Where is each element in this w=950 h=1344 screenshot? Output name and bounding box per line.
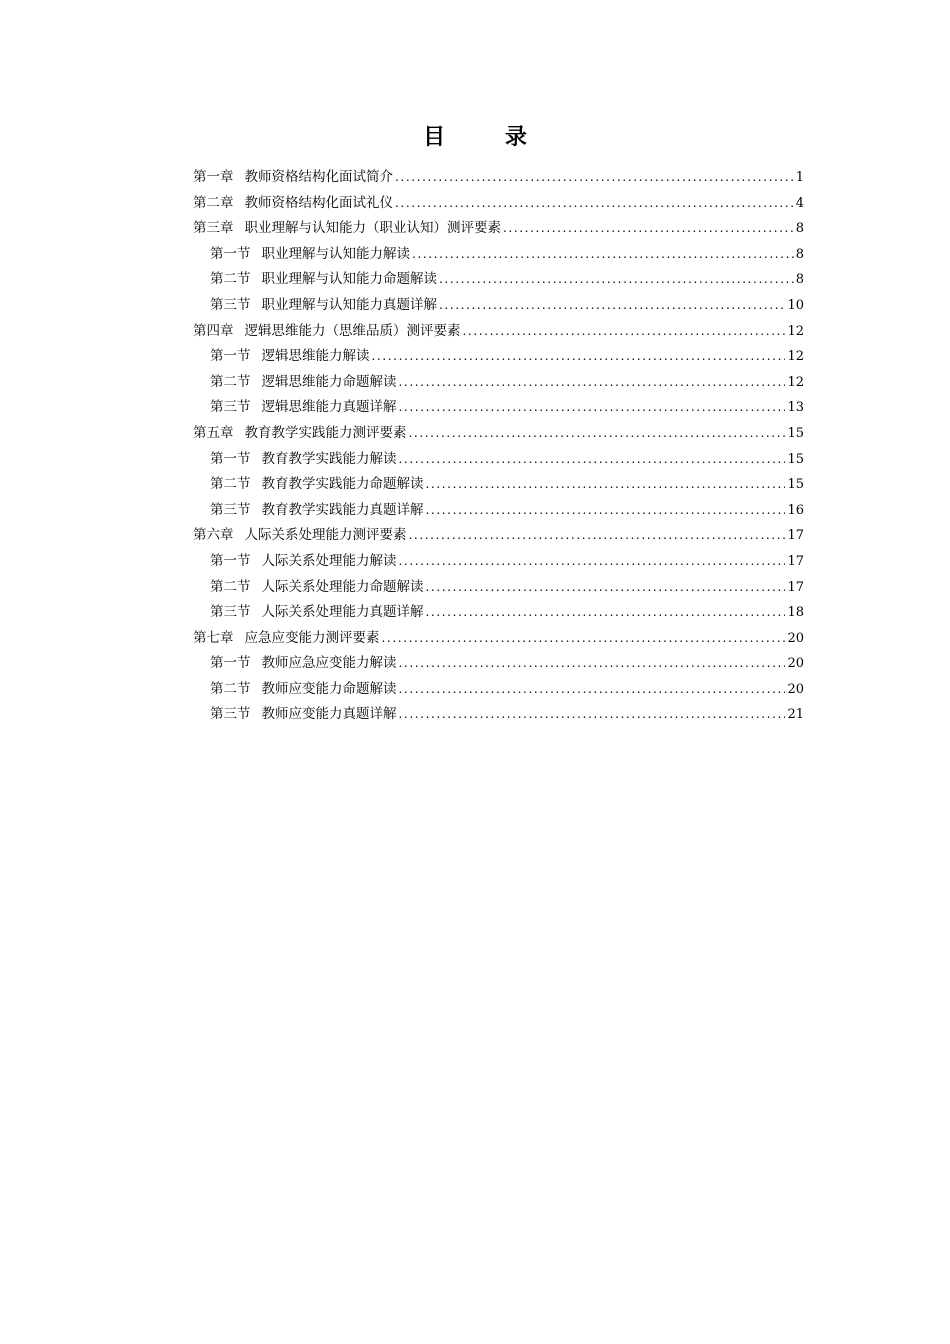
- toc-page-number: 8: [795, 221, 804, 237]
- toc-entry-number: 第二节: [210, 476, 251, 493]
- toc-entry-title: 逻辑思维能力真题详解: [261, 399, 397, 416]
- toc-entry-number: 第二节: [210, 271, 251, 288]
- toc-entry[interactable]: [193, 498, 804, 524]
- toc-dot-leader: [439, 267, 794, 293]
- toc-dot-leader: [382, 626, 786, 652]
- toc-entry-title: 人际关系处理能力命题解读: [261, 578, 424, 595]
- toc-entry-title: 逻辑思维能力命题解读: [261, 373, 397, 390]
- toc-dot-leader: [399, 549, 786, 575]
- toc-entry-number: 第一节: [210, 348, 251, 365]
- toc-dot-leader: [409, 523, 786, 549]
- toc-entry-number: 第一节: [210, 655, 251, 672]
- toc-page-number: 12: [787, 323, 804, 339]
- toc-page-number: 18: [787, 605, 804, 621]
- toc-entry[interactable]: [193, 165, 804, 191]
- toc-page-number: 15: [787, 425, 804, 441]
- toc-dot-leader: [399, 651, 786, 677]
- toc-dot-leader: [399, 370, 786, 396]
- toc-title: 目 录: [423, 124, 553, 150]
- toc-entry-number: 第三章: [193, 220, 234, 237]
- toc-dot-leader: [463, 319, 786, 345]
- toc-entry-number: 第三节: [210, 296, 251, 313]
- toc-page-number: 20: [787, 630, 804, 646]
- toc-entry-number: 第三节: [210, 706, 251, 723]
- toc-entry[interactable]: [193, 395, 804, 421]
- toc-entry[interactable]: [193, 549, 804, 575]
- toc-page-number: 10: [787, 297, 804, 313]
- toc-dot-leader: [395, 191, 794, 217]
- toc-entry[interactable]: [193, 421, 804, 447]
- toc-entry-number: 第三节: [210, 399, 251, 416]
- toc-page-number: 4: [795, 195, 804, 211]
- toc-page-number: 15: [787, 477, 804, 493]
- toc-dot-leader: [399, 702, 786, 728]
- toc-entry-title: 教育教学实践能力真题详解: [261, 501, 424, 518]
- toc-dot-leader: [426, 472, 786, 498]
- toc-entry-number: 第六章: [193, 527, 234, 544]
- toc-entry[interactable]: [193, 293, 804, 319]
- toc-entry-number: 第二节: [210, 680, 251, 697]
- toc-entry-title: 人际关系处理能力解读: [261, 552, 397, 569]
- toc-entry-number: 第二节: [210, 578, 251, 595]
- toc-entry[interactable]: [193, 191, 804, 217]
- toc-page-number: 13: [787, 400, 804, 416]
- toc-entry[interactable]: [193, 600, 804, 626]
- toc-dot-leader: [372, 344, 786, 370]
- toc-entry-number: 第五章: [193, 424, 234, 441]
- toc-entry[interactable]: [193, 702, 804, 728]
- toc-entry-title: 逻辑思维能力（思维品质）测评要素: [244, 322, 461, 339]
- toc-entry-title: 教育教学实践能力测评要素: [244, 424, 407, 441]
- toc-entry[interactable]: [193, 267, 804, 293]
- toc-page-number: 21: [787, 707, 804, 723]
- toc-entry[interactable]: [193, 344, 804, 370]
- toc-entry-title: 职业理解与认知能力命题解读: [261, 271, 437, 288]
- toc-entry-title: 逻辑思维能力解读: [261, 348, 370, 365]
- toc-entry[interactable]: [193, 575, 804, 601]
- toc-page-number: 20: [787, 681, 804, 697]
- toc-entry-number: 第一节: [210, 245, 251, 262]
- toc-entry-number: 第二节: [210, 373, 251, 390]
- toc-entry[interactable]: [193, 651, 804, 677]
- toc-page-number: 12: [787, 374, 804, 390]
- toc-dot-leader: [426, 498, 786, 524]
- toc-page-number: 1: [795, 170, 804, 185]
- toc-dot-leader: [412, 242, 794, 268]
- toc-page-number: 15: [787, 451, 804, 467]
- toc-entry[interactable]: [193, 216, 804, 242]
- toc-page-number: 17: [787, 528, 804, 544]
- toc-entry-title: 教师资格结构化面试礼仪: [244, 194, 393, 211]
- toc-entry-title: 职业理解与认知能力真题详解: [261, 296, 437, 313]
- toc-entry-number: 第二章: [193, 194, 234, 211]
- toc-entry-number: 第一章: [193, 169, 234, 185]
- toc-entry-title: 人际关系处理能力测评要素: [244, 527, 407, 544]
- toc-page-number: 20: [787, 656, 804, 672]
- toc-entry-title: 应急应变能力测评要素: [244, 629, 380, 646]
- toc-entry[interactable]: [193, 626, 804, 652]
- toc-dot-leader: [426, 575, 786, 601]
- toc-entry-number: 第三节: [210, 501, 251, 518]
- toc-dot-leader: [399, 447, 786, 473]
- toc-entry[interactable]: [193, 370, 804, 396]
- toc-entry-title: 人际关系处理能力真题详解: [261, 604, 424, 621]
- toc-page-number: 17: [787, 579, 804, 595]
- toc-dot-leader: [395, 165, 794, 191]
- toc-entry[interactable]: [193, 242, 804, 268]
- toc-page-number: 12: [787, 349, 804, 365]
- toc-entry-title: 教师应急应变能力解读: [261, 655, 397, 672]
- toc-entry-title: 教师资格结构化面试简介: [244, 169, 393, 185]
- toc-dot-leader: [409, 421, 786, 447]
- toc-list: [193, 165, 804, 728]
- toc-page-number: 8: [795, 272, 804, 288]
- toc-entry[interactable]: [193, 677, 804, 703]
- toc-entry-number: 第三节: [210, 604, 251, 621]
- toc-page-number: 8: [795, 246, 804, 262]
- toc-entry[interactable]: [193, 319, 804, 345]
- toc-entry-number: 第四章: [193, 322, 234, 339]
- toc-entry[interactable]: [193, 472, 804, 498]
- toc-dot-leader: [399, 677, 786, 703]
- toc-dot-leader: [439, 293, 785, 319]
- toc-entry-title: 教育教学实践能力解读: [261, 450, 397, 467]
- toc-entry-number: 第一节: [210, 552, 251, 569]
- toc-entry-number: 第七章: [193, 629, 234, 646]
- toc-entry-title: 职业理解与认知能力解读: [261, 245, 410, 262]
- toc-entry[interactable]: [193, 523, 804, 549]
- toc-entry-title: 教师应变能力命题解读: [261, 680, 397, 697]
- toc-page-number: 16: [787, 502, 804, 518]
- toc-entry-number: 第一节: [210, 450, 251, 467]
- toc-dot-leader: [503, 216, 794, 242]
- toc-dot-leader: [426, 600, 786, 626]
- toc-dot-leader: [399, 395, 786, 421]
- toc-entry-title: 职业理解与认知能力（职业认知）测评要素: [244, 220, 501, 237]
- toc-entry[interactable]: [193, 447, 804, 473]
- toc-page-number: 17: [787, 553, 804, 569]
- toc-entry-title: 教育教学实践能力命题解读: [261, 476, 424, 493]
- toc-entry-title: 教师应变能力真题详解: [261, 706, 397, 723]
